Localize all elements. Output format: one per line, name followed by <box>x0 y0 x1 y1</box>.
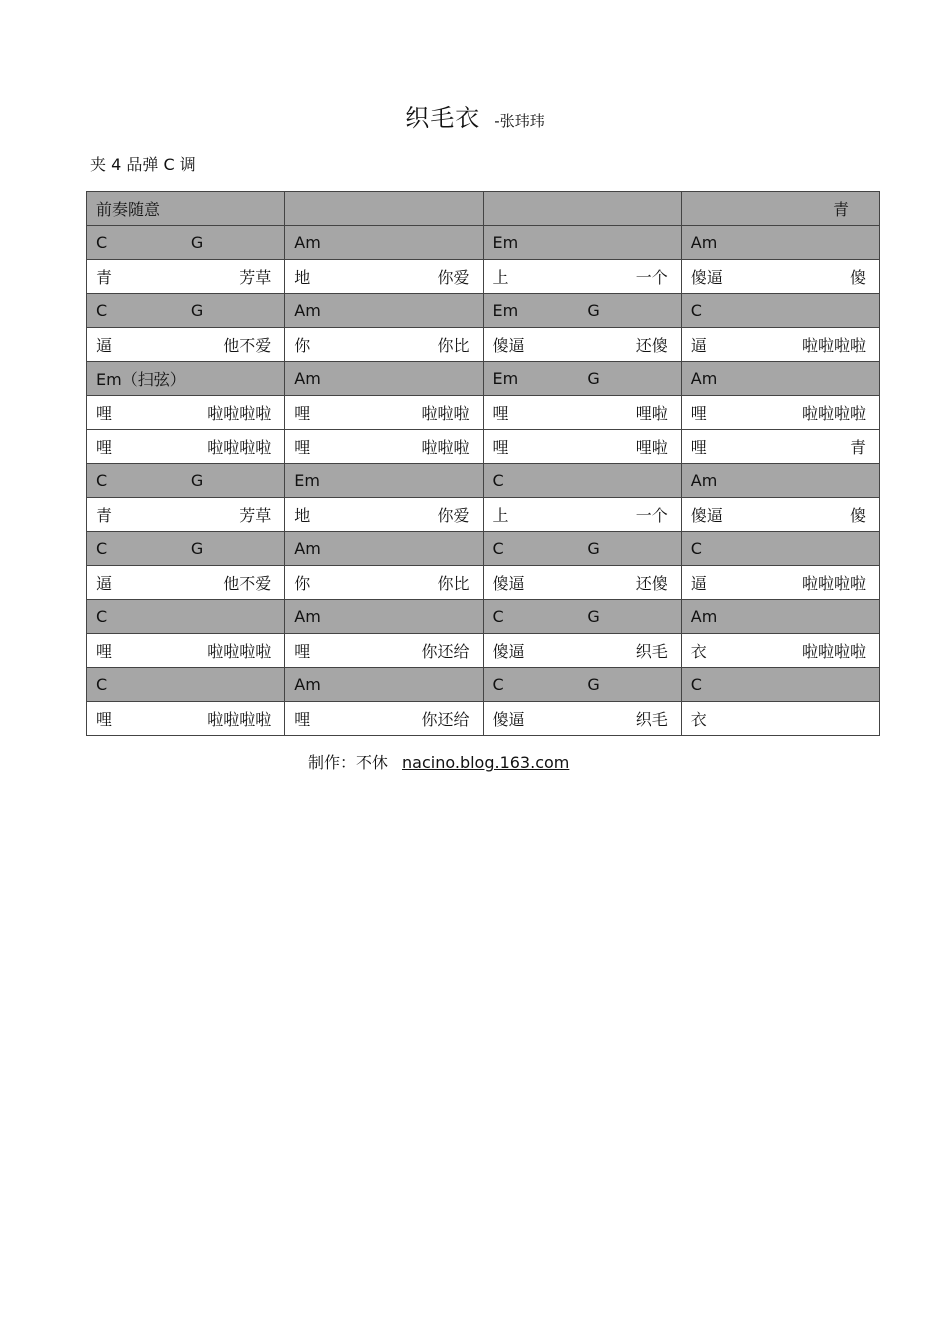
chord-secondary: G <box>190 301 204 320</box>
lyric-cell <box>87 634 285 668</box>
chord-primary: C <box>96 539 108 558</box>
lyric-end: 啦啦啦 <box>421 404 470 423</box>
lyric-cell <box>285 566 483 600</box>
chord-secondary: G <box>190 471 204 490</box>
chord-secondary: G <box>587 301 600 320</box>
lyric-start: 你 <box>294 574 311 593</box>
chord-primary: Em（扫弦） <box>96 370 186 389</box>
chord-primary: Am <box>294 369 321 388</box>
blog-link[interactable]: nacino.blog.163.com <box>402 753 570 772</box>
lyric-start: 地 <box>294 506 311 525</box>
chord-cell <box>87 362 285 396</box>
chord-primary: C <box>96 471 108 490</box>
lyric-end: 啦啦啦啦 <box>207 404 272 423</box>
lyric-cell <box>87 702 285 736</box>
chord-cell <box>483 192 681 226</box>
lyric-row <box>87 498 880 532</box>
lyric-cell <box>681 498 879 532</box>
chord-cell <box>681 668 879 702</box>
chord-cell <box>285 294 483 328</box>
lyric-cell <box>483 430 681 464</box>
chord-primary: C <box>492 607 504 626</box>
lyric-cell <box>681 260 879 294</box>
lyric-cell <box>87 498 285 532</box>
lyric-cell <box>285 260 483 294</box>
chord-row <box>87 294 880 328</box>
lyric-cell <box>681 430 879 464</box>
credit-line <box>308 750 569 773</box>
lyric-end: 芳草 <box>239 268 272 287</box>
lyric-start: 哩 <box>96 710 113 729</box>
chord-primary: Em <box>492 233 519 252</box>
lyric-cell <box>285 430 483 464</box>
chord-cell <box>285 532 483 566</box>
lyric-start: 哩 <box>492 438 509 457</box>
lyric-start: 青 <box>96 268 113 287</box>
lyric-start: 衣 <box>690 642 707 661</box>
chord-row <box>87 668 880 702</box>
lyric-end: 啦啦啦啦 <box>207 438 272 457</box>
chord-primary: Em <box>294 471 320 490</box>
chord-cell <box>483 532 681 566</box>
chord-cell <box>285 464 483 498</box>
lyric-end: 啦啦啦 <box>421 438 470 457</box>
chord-cell <box>681 294 879 328</box>
chord-primary: Am <box>690 369 718 388</box>
lyric-end: 啦啦啦啦 <box>207 642 272 661</box>
lyric-start: 上 <box>492 506 509 525</box>
lyric-start: 傻逼 <box>492 642 525 661</box>
lyric-cell <box>483 702 681 736</box>
lyric-start: 傻逼 <box>492 574 525 593</box>
chord-primary: Am <box>690 471 718 490</box>
chord-cell <box>285 192 483 226</box>
chord-primary: 前奏随意 <box>96 200 161 219</box>
chord-primary: C <box>492 471 504 490</box>
chord-secondary: G <box>190 539 204 558</box>
lyric-start: 哩 <box>690 438 707 457</box>
lyric-start: 逼 <box>96 574 113 593</box>
lyric-row <box>87 634 880 668</box>
lyric-cell <box>87 260 285 294</box>
chord-cell <box>87 192 285 226</box>
chord-row <box>87 362 880 396</box>
chord-row <box>87 192 880 226</box>
lyric-start: 傻逼 <box>492 336 525 355</box>
lyric-end: 你比 <box>437 574 470 593</box>
lyric-end: 织毛 <box>635 642 668 661</box>
lyric-cell <box>285 396 483 430</box>
lyric-end: 一个 <box>635 506 668 525</box>
lyric-end: 青 <box>849 438 866 457</box>
chord-primary: C <box>96 301 108 320</box>
chord-cell <box>483 294 681 328</box>
lyric-cell <box>681 396 879 430</box>
lyric-start: 逼 <box>96 336 113 355</box>
lyric-cell <box>681 702 879 736</box>
lyric-row <box>87 566 880 600</box>
lyric-end: 他不爱 <box>223 336 272 355</box>
lyric-start: 傻逼 <box>690 506 723 525</box>
credit-label: 制作：不休 <box>308 753 389 772</box>
chord-cell <box>285 226 483 260</box>
chord-cell <box>483 362 681 396</box>
chord-cell <box>681 362 879 396</box>
chord-primary: C <box>96 675 108 694</box>
lyric-cell <box>87 430 285 464</box>
chord-cell <box>87 464 285 498</box>
lyric-start: 哩 <box>492 404 509 423</box>
lyric-cell <box>87 566 285 600</box>
chord-primary: C <box>690 301 702 320</box>
lyric-end: 哩啦 <box>635 438 668 457</box>
lyric-cell <box>483 396 681 430</box>
lyric-start: 哩 <box>294 404 311 423</box>
chord-primary: Am <box>294 233 321 252</box>
lyric-cell <box>681 566 879 600</box>
lyric-end: 芳草 <box>239 506 272 525</box>
lyric-cell <box>483 260 681 294</box>
lyric-start: 哩 <box>96 642 113 661</box>
lyric-end: 啦啦啦啦 <box>801 642 866 661</box>
lyric-row <box>87 260 880 294</box>
chord-cell <box>87 532 285 566</box>
chord-primary: C <box>96 607 108 626</box>
lyric-start: 青 <box>96 506 113 525</box>
lyric-start: 逼 <box>690 336 707 355</box>
artist-name: -张玮玮 <box>494 112 545 130</box>
chord-secondary: 青 <box>832 200 849 219</box>
lyric-start: 哩 <box>96 438 113 457</box>
lyric-cell <box>681 328 879 362</box>
chord-primary: C <box>492 675 504 694</box>
chord-primary: Am <box>294 607 321 626</box>
chord-cell <box>681 600 879 634</box>
lyric-cell <box>483 328 681 362</box>
lyric-row <box>87 430 880 464</box>
chord-cell <box>681 532 879 566</box>
song-title: 织毛衣 <box>405 104 481 132</box>
lyric-end: 傻 <box>849 506 866 525</box>
chord-cell <box>483 600 681 634</box>
chord-primary: Am <box>690 607 718 626</box>
chord-secondary: G <box>190 233 204 252</box>
chord-cell <box>285 362 483 396</box>
chord-secondary: G <box>587 675 600 694</box>
chord-cell <box>87 294 285 328</box>
lyric-start: 上 <box>492 268 509 287</box>
chord-primary: C <box>492 539 504 558</box>
lyric-end: 你爱 <box>437 268 470 287</box>
chord-primary: Am <box>294 539 321 558</box>
lyric-end: 一个 <box>635 268 668 287</box>
chord-cell <box>87 668 285 702</box>
chord-cell <box>285 668 483 702</box>
lyric-cell <box>681 634 879 668</box>
lyric-cell <box>87 396 285 430</box>
lyric-end: 傻 <box>849 268 866 287</box>
lyric-cell <box>87 328 285 362</box>
lyric-start: 哩 <box>294 438 311 457</box>
lyric-cell <box>483 634 681 668</box>
chord-primary: Em <box>492 301 519 320</box>
chord-row <box>87 226 880 260</box>
chord-cell <box>483 226 681 260</box>
lyric-start: 衣 <box>690 710 707 729</box>
chord-primary: Am <box>294 675 321 694</box>
lyric-row <box>87 396 880 430</box>
lyric-start: 地 <box>294 268 311 287</box>
chord-cell <box>681 464 879 498</box>
lyric-end: 你比 <box>437 336 470 355</box>
lyric-end: 织毛 <box>635 710 668 729</box>
lyric-start: 哩 <box>96 404 113 423</box>
chord-cell <box>285 600 483 634</box>
lyric-end: 还傻 <box>635 574 668 593</box>
chord-cell <box>681 192 879 226</box>
lyric-end: 你还给 <box>421 642 470 661</box>
lyric-start: 哩 <box>690 404 707 423</box>
lyric-cell <box>483 498 681 532</box>
lyric-end: 啦啦啦啦 <box>207 710 272 729</box>
lyric-start: 傻逼 <box>492 710 525 729</box>
lyric-start: 傻逼 <box>690 268 723 287</box>
chord-cell <box>681 226 879 260</box>
lyric-end: 你还给 <box>421 710 470 729</box>
lyric-end: 啦啦啦啦 <box>801 404 866 423</box>
chord-cell <box>483 668 681 702</box>
lyric-start: 哩 <box>294 710 311 729</box>
lyric-end: 你爱 <box>437 506 470 525</box>
chord-primary: Em <box>492 369 519 388</box>
lyric-start: 哩 <box>294 642 311 661</box>
lyric-cell <box>285 498 483 532</box>
chord-row <box>87 600 880 634</box>
lyric-end: 啦啦啦啦 <box>801 336 866 355</box>
chord-row <box>87 464 880 498</box>
chord-primary: C <box>690 539 702 558</box>
chord-sheet-table <box>86 191 880 736</box>
chord-primary: Am <box>294 301 321 320</box>
chord-primary: C <box>96 233 108 252</box>
lyric-cell <box>285 328 483 362</box>
lyric-end: 啦啦啦啦 <box>801 574 866 593</box>
title-block <box>0 98 950 133</box>
lyric-start: 你 <box>294 336 311 355</box>
lyric-cell <box>285 634 483 668</box>
lyric-end: 还傻 <box>635 336 668 355</box>
lyric-row <box>87 702 880 736</box>
lyric-start: 逼 <box>690 574 707 593</box>
chord-primary: Am <box>690 233 718 252</box>
chord-secondary: G <box>587 607 600 626</box>
lyric-end: 他不爱 <box>223 574 272 593</box>
chord-primary: C <box>690 675 702 694</box>
chord-cell <box>87 600 285 634</box>
capo-instruction: 夹 4 品弹 C 调 <box>90 155 196 174</box>
chord-cell <box>483 464 681 498</box>
lyric-cell <box>285 702 483 736</box>
chord-cell <box>87 226 285 260</box>
lyric-row <box>87 328 880 362</box>
chord-row <box>87 532 880 566</box>
chord-secondary: G <box>587 369 600 388</box>
lyric-end: 哩啦 <box>635 404 668 423</box>
chord-secondary: G <box>587 539 600 558</box>
lyric-cell <box>483 566 681 600</box>
